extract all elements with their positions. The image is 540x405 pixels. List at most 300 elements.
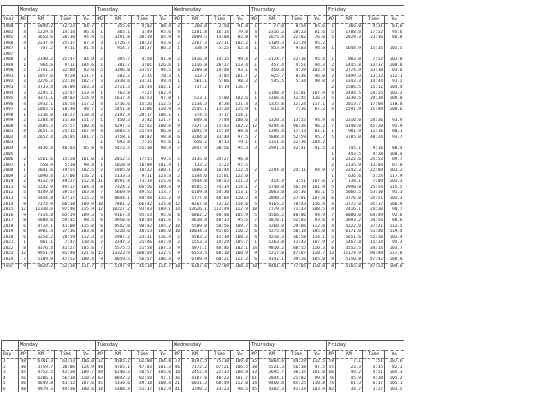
- column-header: Time: [55, 16, 77, 24]
- table-cell: 7.1: [336, 359, 363, 365]
- table-cell: 82.3: [385, 365, 404, 371]
- table-cell: 111.7: [77, 263, 96, 269]
- table-cell: 9294.6: [259, 124, 286, 130]
- table-cell: 1: [173, 140, 182, 146]
- table-cell: 2605.3: [28, 124, 55, 130]
- table-cell: 9: [96, 196, 105, 202]
- table-cell: 95.6: [154, 213, 173, 219]
- table-cell: 93.1: [231, 68, 250, 74]
- column-header: Time: [286, 16, 308, 24]
- table-cell: 56:19: [286, 185, 308, 191]
- table-cell: 55: [327, 365, 336, 371]
- table-cell: 100.4: [385, 152, 404, 158]
- table-cell: 2012.5: [105, 157, 132, 163]
- table-cell: 4:51: [363, 370, 385, 376]
- table-cell: 11:39: [286, 41, 308, 47]
- table-cell: 2: [19, 118, 28, 124]
- table-cell: 3759.7: [28, 365, 55, 371]
- table-cell: 11174.9: [336, 251, 363, 257]
- row-label: 6: [2, 387, 19, 393]
- table-cell: 122.0: [231, 174, 250, 180]
- table-cell: 62.4: [231, 46, 250, 52]
- table-cell: 26:34: [132, 85, 154, 91]
- table-cell: 90:42: [132, 224, 154, 230]
- table-cell: 6831.3: [182, 381, 209, 387]
- table-cell: 2: [96, 168, 105, 174]
- table-cell: 105.6: [77, 246, 96, 252]
- table-cell: 1985.0: [105, 168, 132, 174]
- row-label: 2012: [2, 190, 19, 196]
- table-cell: 8: [19, 246, 28, 252]
- table-cell: 1366.6: [259, 96, 286, 102]
- table-cell: 5: [327, 190, 336, 196]
- table-cell: 1311.6: [259, 140, 286, 146]
- table-cell: 5066.5: [336, 190, 363, 196]
- table-cell: 75:10: [209, 359, 231, 365]
- table-cell: 4107.0: [182, 376, 209, 382]
- table-cell: 97.0: [154, 96, 173, 102]
- table-cell: 5:25: [209, 46, 231, 52]
- row-label: 1997: [2, 107, 19, 113]
- column-header: Time: [55, 351, 77, 359]
- table-cell: 9: [173, 124, 182, 130]
- table-cell: 374.5: [182, 113, 209, 119]
- table-cell: 56:18: [55, 376, 77, 382]
- table-cell: 5217.0: [259, 251, 286, 257]
- table-cell: 98.7: [385, 207, 404, 213]
- table-cell: 4505.2: [105, 359, 132, 365]
- table-cell: 4:29: [286, 68, 308, 74]
- table-cell: 762.8: [105, 91, 132, 97]
- table-cell: 450.3: [105, 118, 132, 124]
- table-cell: 109.0: [385, 263, 404, 269]
- table-cell: 88.6: [231, 129, 250, 135]
- table-cell: 112.4: [231, 168, 250, 174]
- table-cell: 101.9: [308, 185, 327, 191]
- table-cell: 2: [96, 57, 105, 63]
- row-label: 2003: [2, 140, 19, 146]
- table-cell: 107.6: [77, 381, 96, 387]
- table-cell: 2: [327, 240, 336, 246]
- table-cell: 93.9: [385, 118, 404, 124]
- table-cell: 48:46: [209, 246, 231, 252]
- table-cell: 81.4: [77, 46, 96, 52]
- table-cell: 457.4: [259, 63, 286, 69]
- table-cell: 2: [19, 174, 28, 180]
- table-cell: 98.5: [77, 218, 96, 224]
- table-cell: 95.3: [385, 190, 404, 196]
- table-cell: 3: [96, 157, 105, 163]
- table-cell: 3: [250, 129, 259, 135]
- table-cell: 9: [19, 213, 28, 219]
- row-label: 1989: [2, 63, 19, 69]
- day-group-header: Friday: [327, 6, 404, 16]
- table-cell: 4: [173, 30, 182, 36]
- table-cell: 47:23: [363, 263, 385, 269]
- row-label: 1992: [2, 79, 19, 85]
- table-cell: 115.0: [154, 202, 173, 208]
- table-cell: 110.9: [154, 107, 173, 113]
- table-cell: 96.8: [231, 157, 250, 163]
- table-cell: 101.5: [385, 387, 404, 393]
- table-cell: 4870.1: [259, 218, 286, 224]
- header-corner: [2, 341, 19, 351]
- table-cell: 4: [250, 35, 259, 41]
- table-cell: 4:10: [363, 376, 385, 382]
- table-cell: 113.9: [77, 91, 96, 97]
- table-cell: 103.8: [77, 190, 96, 196]
- table-cell: 69:48: [132, 196, 154, 202]
- table-cell: 108.4: [77, 257, 96, 263]
- table-cell: 32:41: [286, 146, 308, 152]
- table-cell: 3901.4: [28, 229, 55, 235]
- table-cell: 13: [327, 251, 336, 257]
- table-cell: 12: [96, 207, 105, 213]
- column-header: #P: [328, 352, 334, 357]
- table-cell: 3: [19, 91, 28, 97]
- row-label: 2022: [2, 246, 19, 252]
- table-cell: 95.3: [231, 146, 250, 152]
- table-cell: 38:02: [55, 96, 77, 102]
- table-cell: 0:54: [286, 24, 308, 30]
- table-cell: 5308.4: [105, 387, 132, 393]
- table-cell: 3: [250, 118, 259, 124]
- table-cell: 121.7: [154, 118, 173, 124]
- table-cell: 67:21: [209, 365, 231, 371]
- table-cell: 106.0: [77, 359, 96, 365]
- table-cell: 4348.0: [336, 124, 363, 130]
- table-cell: 5: [19, 85, 28, 91]
- table-cell: 94.3: [385, 240, 404, 246]
- table-cell: 54:30: [209, 190, 231, 196]
- table-cell: 74:34: [209, 185, 231, 191]
- table-cell: 19:55: [55, 168, 77, 174]
- table-cell: 4: [96, 102, 105, 108]
- table-cell: 88.4: [154, 24, 173, 30]
- table-cell: 10: [250, 263, 259, 269]
- table-cell: 13:06: [132, 107, 154, 113]
- column-header: #D: [251, 17, 257, 22]
- table-cell: 95.4: [308, 57, 327, 63]
- table-cell: 3254.2: [28, 235, 55, 241]
- table-cell: 101.7: [231, 74, 250, 80]
- table-cell: 3: [173, 107, 182, 113]
- table-cell: 47:42: [363, 257, 385, 263]
- table-cell: 2711.3: [105, 85, 132, 91]
- table-cell: 102.9: [154, 387, 173, 393]
- table-cell: 1188.4: [259, 91, 286, 97]
- table-cell: 3: [19, 79, 28, 85]
- table-cell: 1: [250, 107, 259, 113]
- table-cell: 66:10: [55, 202, 77, 208]
- table-cell: 12: [19, 251, 28, 257]
- table-cell: 5575.5: [105, 246, 132, 252]
- table-cell: 5: [327, 96, 336, 102]
- table-cell: 101.0: [77, 157, 96, 163]
- table-cell: 13323.9: [105, 251, 132, 257]
- table-cell: 88.6: [385, 218, 404, 224]
- table-cell: 2: [173, 240, 182, 246]
- table-cell: 3335.0: [182, 157, 209, 163]
- table-cell: 2: [250, 79, 259, 85]
- table-cell: 11: [96, 179, 105, 185]
- table-cell: 85.9: [154, 35, 173, 41]
- table-cell: 1: [19, 24, 28, 30]
- day-group-header: Wednesday: [173, 6, 250, 16]
- table-cell: 21:54: [132, 129, 154, 135]
- table-cell: 7327.3: [182, 124, 209, 130]
- table-cell: 109.0: [231, 359, 250, 365]
- table-cell: 2295.1: [28, 91, 55, 97]
- column-header: Time: [132, 351, 154, 359]
- table-cell: 24:30: [363, 207, 385, 213]
- table-cell: 17:13: [286, 129, 308, 135]
- table-cell: 13:08: [209, 35, 231, 41]
- table-cell: 53:10: [363, 190, 385, 196]
- table-cell: 1880.8: [182, 168, 209, 174]
- table-cell: 1: [327, 24, 336, 30]
- table-cell: 14: [173, 207, 182, 213]
- column-header: #P: [251, 352, 257, 357]
- table-cell: 49.2: [336, 370, 363, 376]
- table-cell: 9: [173, 196, 182, 202]
- table-cell: 7:49: [209, 118, 231, 124]
- table-cell: 17:04: [363, 102, 385, 108]
- table-cell: 6: [250, 229, 259, 235]
- table-cell: 1: [173, 113, 182, 119]
- table-cell: 25:15: [55, 129, 77, 135]
- table-cell: 4: [327, 107, 336, 113]
- table-cell: 91.5: [308, 146, 327, 152]
- table-cell: 12: [250, 124, 259, 130]
- table-cell: 1396.4: [259, 129, 286, 135]
- table-cell: 2452.4: [182, 370, 209, 376]
- table-cell: 6: [19, 224, 28, 230]
- table-cell: 10: [96, 202, 105, 208]
- table-cell: 110.3: [308, 246, 327, 252]
- table-cell: 82: [327, 387, 336, 393]
- table-cell: 48:53: [132, 229, 154, 235]
- table-cell: 10034.3: [182, 229, 209, 235]
- table-cell: 93.7: [385, 135, 404, 141]
- table-cell: 1: [250, 41, 259, 47]
- table-cell: 5944.0: [182, 179, 209, 185]
- row-label: 2009: [2, 174, 19, 180]
- table-cell: 22:09: [363, 168, 385, 174]
- column-header: Time: [363, 16, 385, 24]
- table-cell: 9542.0: [105, 224, 132, 230]
- first-column-header: Day: [2, 351, 19, 359]
- table-cell: 260.0: [182, 24, 209, 30]
- table-cell: 113.7: [154, 190, 173, 196]
- table-cell: 25:53: [363, 157, 385, 163]
- table-cell: 47:07: [286, 251, 308, 257]
- table-cell: 7: [19, 257, 28, 263]
- table-cell: 4649.8: [28, 381, 55, 387]
- table-cell: 115.0: [77, 224, 96, 230]
- table-cell: 34:14: [363, 246, 385, 252]
- table-cell: 114.7: [154, 263, 173, 269]
- table-cell: 52:59: [286, 135, 308, 141]
- table-cell: 86.0: [385, 35, 404, 41]
- table-cell: 11:30: [55, 118, 77, 124]
- table-cell: 51:40: [363, 229, 385, 235]
- table-cell: 52:18: [55, 263, 77, 269]
- table-cell: 77:05: [286, 263, 308, 269]
- table-cell: 3:51: [286, 179, 308, 185]
- table-cell: 80.1: [385, 129, 404, 135]
- table-cell: 5165.8: [336, 263, 363, 269]
- table-cell: 124.9: [77, 365, 96, 371]
- table-cell: 7801.2: [105, 202, 132, 208]
- table-cell: 56:57: [132, 257, 154, 263]
- table-cell: 1675.4: [259, 35, 286, 41]
- table-cell: 107.8: [154, 240, 173, 246]
- table-cell: 1263.8: [259, 240, 286, 246]
- table-cell: 9: [250, 251, 259, 257]
- table-cell: 87.0: [385, 163, 404, 169]
- table-cell: 104.4: [77, 185, 96, 191]
- table-cell: 40: [19, 365, 28, 371]
- table-cell: 2294.0: [259, 168, 286, 174]
- first-column-header: Year: [2, 16, 19, 24]
- table-cell: 5: [96, 235, 105, 241]
- row-label: 2021: [2, 240, 19, 246]
- table-cell: 4752.5: [28, 370, 55, 376]
- table-cell: 113.1: [231, 190, 250, 196]
- table-cell: 849.0: [182, 118, 209, 124]
- table-cell: 5:34: [286, 79, 308, 85]
- table-cell: 81.8: [154, 57, 173, 63]
- table-cell: 1: [327, 174, 336, 180]
- table-cell: 108.8: [385, 63, 404, 69]
- table-cell: 1089.5: [182, 35, 209, 41]
- table-cell: 25:54: [363, 185, 385, 191]
- row-label: 1986: [2, 41, 19, 47]
- table-cell: 21: [173, 381, 182, 387]
- table-cell: 11:43: [286, 240, 308, 246]
- table-cell: 1049.2: [28, 24, 55, 30]
- table-cell: 94:49: [363, 251, 385, 257]
- table-cell: 102.2: [231, 41, 250, 47]
- table-cell: 6: [19, 229, 28, 235]
- table-cell: 109.0: [385, 96, 404, 102]
- table-cell: 116.7: [231, 85, 250, 91]
- table-cell: 101.4: [154, 163, 173, 169]
- table-cell: 3: [96, 41, 105, 47]
- table-cell: 109.7: [77, 370, 96, 376]
- table-cell: 1591.9: [336, 107, 363, 113]
- table-cell: 4979.3: [28, 387, 55, 393]
- table-cell: 7314.8: [28, 213, 55, 219]
- table-cell: 3: [327, 102, 336, 108]
- table-cell: 10: [173, 229, 182, 235]
- table-cell: 60:49: [209, 381, 231, 387]
- table-cell: 2: [327, 168, 336, 174]
- table-cell: 103.7: [385, 246, 404, 252]
- table-cell: 15:28: [55, 157, 77, 163]
- table-cell: 45:18: [132, 263, 154, 269]
- table-cell: 118.0: [385, 102, 404, 108]
- table-cell: 104.4: [385, 85, 404, 91]
- table-cell: 87.2: [308, 107, 327, 113]
- table-cell: 2316.2: [259, 30, 286, 36]
- table-cell: 50:56: [209, 224, 231, 230]
- table-cell: 45:20: [363, 124, 385, 130]
- table-cell: 2651.5: [28, 129, 55, 135]
- table-cell: 4: [250, 235, 259, 241]
- table-cell: 15:12: [363, 85, 385, 91]
- table-cell: 5:06: [209, 79, 231, 85]
- table-cell: 1134.3: [182, 102, 209, 108]
- table-cell: 119.4: [385, 229, 404, 235]
- table-cell: 111.3: [231, 179, 250, 185]
- table-cell: 112.0: [308, 224, 327, 230]
- table-cell: 443.5: [336, 152, 363, 158]
- table-cell: 30:56: [209, 146, 231, 152]
- table-cell: 4:31: [363, 24, 385, 30]
- table-cell: 4765.1: [105, 365, 132, 371]
- table-cell: 85.6: [308, 24, 327, 30]
- table-cell: 111:49: [209, 207, 231, 213]
- day-group-header: Tuesday: [96, 341, 173, 351]
- table-cell: 1: [173, 63, 182, 69]
- table-cell: 93:43: [132, 207, 154, 213]
- table-cell: 2013.7: [336, 102, 363, 108]
- table-cell: 5: [96, 35, 105, 41]
- table-cell: 9460.8: [259, 381, 286, 387]
- table-cell: 20:17: [132, 113, 154, 119]
- table-cell: 8505.5: [182, 185, 209, 191]
- table-cell: 108.1: [154, 113, 173, 119]
- table-cell: 112.1: [385, 74, 404, 80]
- row-label: 1993: [2, 85, 19, 91]
- table-cell: 1561.6: [28, 157, 55, 163]
- table-cell: 3: [327, 79, 336, 85]
- table-cell: 1: [96, 30, 105, 36]
- table-cell: 112.5: [154, 102, 173, 108]
- table-cell: 49:17: [55, 185, 77, 191]
- table-cell: 4714.1: [28, 224, 55, 230]
- table-cell: 120.2: [231, 196, 250, 202]
- table-cell: 1344.0: [182, 174, 209, 180]
- table-cell: 123.4: [154, 174, 173, 180]
- table-cell: 103.3: [77, 85, 96, 91]
- table-cell: 2: [327, 63, 336, 69]
- table-cell: 48:48: [209, 213, 231, 219]
- table-cell: 73: [173, 359, 182, 365]
- table-cell: 66:42: [132, 202, 154, 208]
- table-cell: 7274.9: [28, 202, 55, 208]
- table-cell: 450.0: [259, 68, 286, 74]
- table-cell: 48:06: [286, 213, 308, 219]
- day-group-header: Thursday: [250, 341, 327, 351]
- table-cell: 1499.3: [336, 74, 363, 80]
- column-header: KM: [259, 351, 286, 359]
- table-cell: 85.8: [77, 146, 96, 152]
- table-cell: 3: [327, 157, 336, 163]
- table-row: [2, 387, 404, 393]
- annual-summary-table-container: [1, 5, 539, 269]
- column-header: Time: [363, 351, 385, 359]
- table-cell: 94.9: [308, 168, 327, 174]
- table-cell: 117.1: [308, 102, 327, 108]
- table-cell: 5: [250, 213, 259, 219]
- column-header: Time: [209, 16, 231, 24]
- table-cell: 4: [19, 41, 28, 47]
- table-cell: 6: [173, 135, 182, 141]
- table-cell: 106.5: [231, 365, 250, 371]
